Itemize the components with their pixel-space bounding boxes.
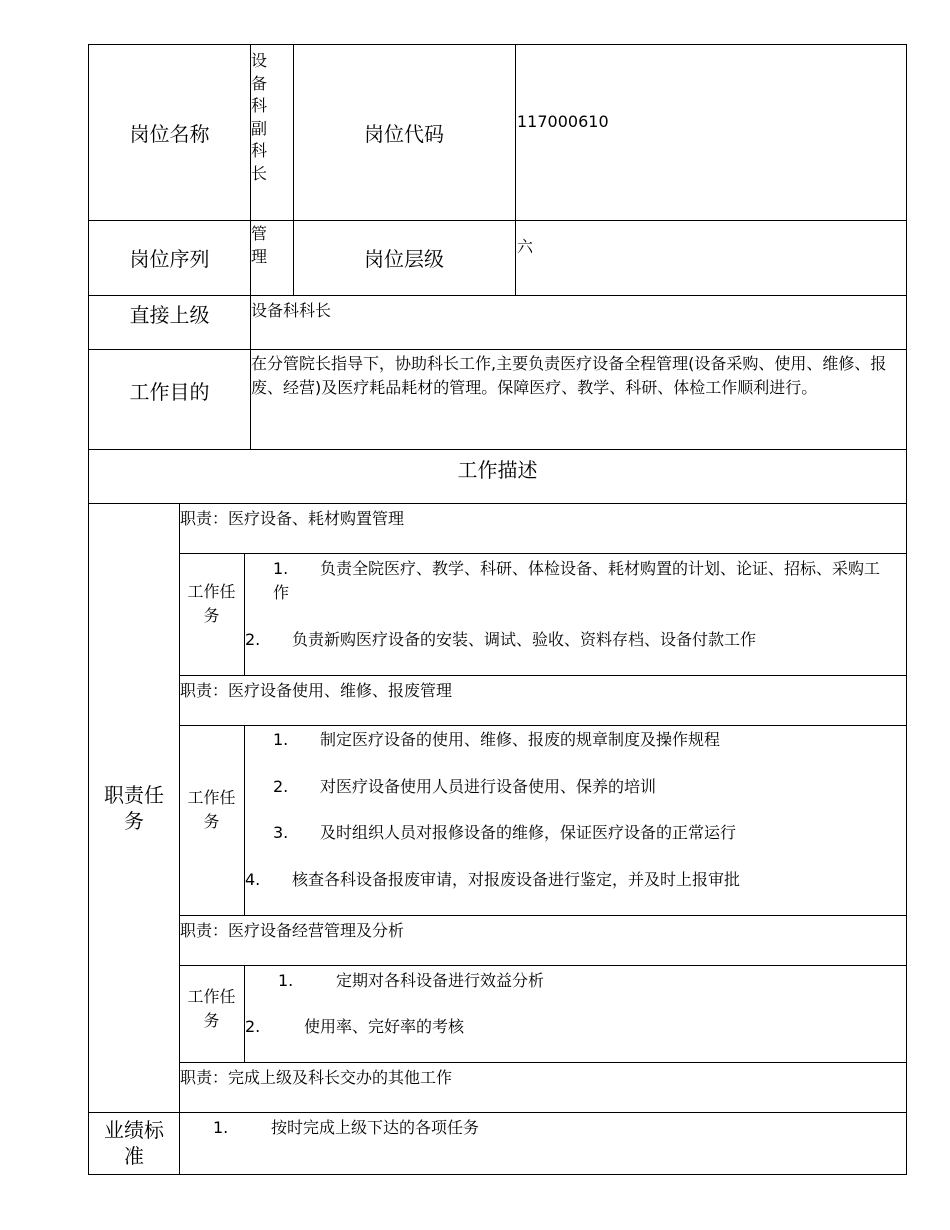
task-number: 4.	[245, 870, 261, 889]
task-text: 定期对各科设备进行效益分析	[336, 971, 545, 990]
task-number: 1.	[273, 559, 289, 578]
task-label	[179, 725, 244, 915]
post-series-label: 岗位序列	[129, 247, 210, 271]
row-line	[179, 965, 906, 966]
col-line	[515, 45, 516, 295]
post-code-label: 岗位代码	[364, 122, 444, 146]
section-title: 工作描述	[457, 457, 538, 482]
col-line	[244, 553, 245, 675]
performance-item	[213, 1116, 863, 1140]
performance-number: 1.	[213, 1118, 229, 1137]
task-number: 3.	[273, 823, 289, 842]
duty-title: 职责：医疗设备经营管理及分析	[180, 921, 405, 940]
task-number: 2.	[245, 1017, 261, 1036]
post-name-value: 设备科副科长	[251, 51, 268, 183]
task-item	[278, 969, 890, 993]
task-text: 负责新购医疗设备的安装、调试、验收、资料存档、设备付款工作	[292, 630, 757, 649]
post-code-value: 117000610	[517, 112, 609, 131]
post-level-value: 六	[517, 237, 534, 256]
task-item	[273, 728, 885, 752]
post-level-label: 岗位层级	[364, 247, 444, 271]
row-line	[179, 553, 906, 554]
task-number: 2.	[273, 777, 289, 796]
duties-label-text: 职责任务	[104, 782, 164, 833]
task-item	[273, 557, 885, 605]
job-description-table	[88, 44, 907, 1175]
task-label-text: 工作任务	[187, 788, 236, 831]
row-line	[89, 503, 906, 504]
row-line	[179, 725, 906, 726]
duties-label	[89, 503, 179, 1112]
performance-label-text: 业绩标准	[104, 1118, 164, 1168]
row-line	[89, 1112, 906, 1113]
duty-title: 职责：医疗设备、耗材购置管理	[180, 509, 405, 528]
task-text: 制定医疗设备的使用、维修、报废的规章制度及操作规程	[320, 730, 721, 749]
task-text: 对医疗设备使用人员进行设备使用、保养的培训	[320, 777, 657, 796]
task-text: 使用率、完好率的考核	[304, 1017, 465, 1036]
post-series-value: 管理	[251, 224, 268, 266]
task-text: 负责全院医疗、教学、科研、体检设备、耗材购置的计划、论证、招标、采购工作	[273, 559, 881, 602]
task-number: 1.	[278, 971, 294, 990]
row-line	[179, 675, 906, 676]
task-label-text: 工作任务	[187, 582, 236, 625]
task-item	[273, 821, 885, 845]
task-text: 及时组织人员对报修设备的维修，保证医疗设备的正常运行	[320, 823, 737, 842]
performance-text: 按时完成上级下达的各项任务	[271, 1118, 480, 1137]
row-line	[179, 915, 906, 916]
task-number: 2.	[245, 630, 261, 649]
superior-label: 直接上级	[129, 302, 210, 327]
task-item	[245, 1015, 895, 1039]
superior-value: 设备科科长	[251, 301, 332, 320]
duty-title: 职责：完成上级及科长交办的其他工作	[180, 1068, 453, 1087]
task-label-text: 工作任务	[187, 986, 236, 1030]
col-line	[244, 965, 245, 1062]
row-line	[179, 1062, 906, 1063]
task-item	[245, 628, 895, 652]
task-text: 核查各科设备报废审请，对报废设备进行鉴定，并及时上报审批	[292, 870, 741, 889]
performance-label	[89, 1112, 179, 1174]
post-name-label: 岗位名称	[129, 122, 210, 146]
task-label	[179, 553, 244, 675]
duty-title: 职责：医疗设备使用、维修、报废管理	[180, 681, 453, 700]
task-label	[179, 965, 244, 1062]
purpose-text: 在分管院长指导下，协助科长工作,主要负责医疗设备全程管理(设备采购、使用、维修、报废、经营)及医疗耗品耗材的管理。保障医疗、教学、科研、体检工作顺利进行。	[251, 354, 887, 397]
task-item	[245, 868, 895, 892]
task-number: 1.	[273, 730, 289, 749]
purpose-label: 工作目的	[129, 379, 210, 404]
task-item	[273, 775, 885, 799]
